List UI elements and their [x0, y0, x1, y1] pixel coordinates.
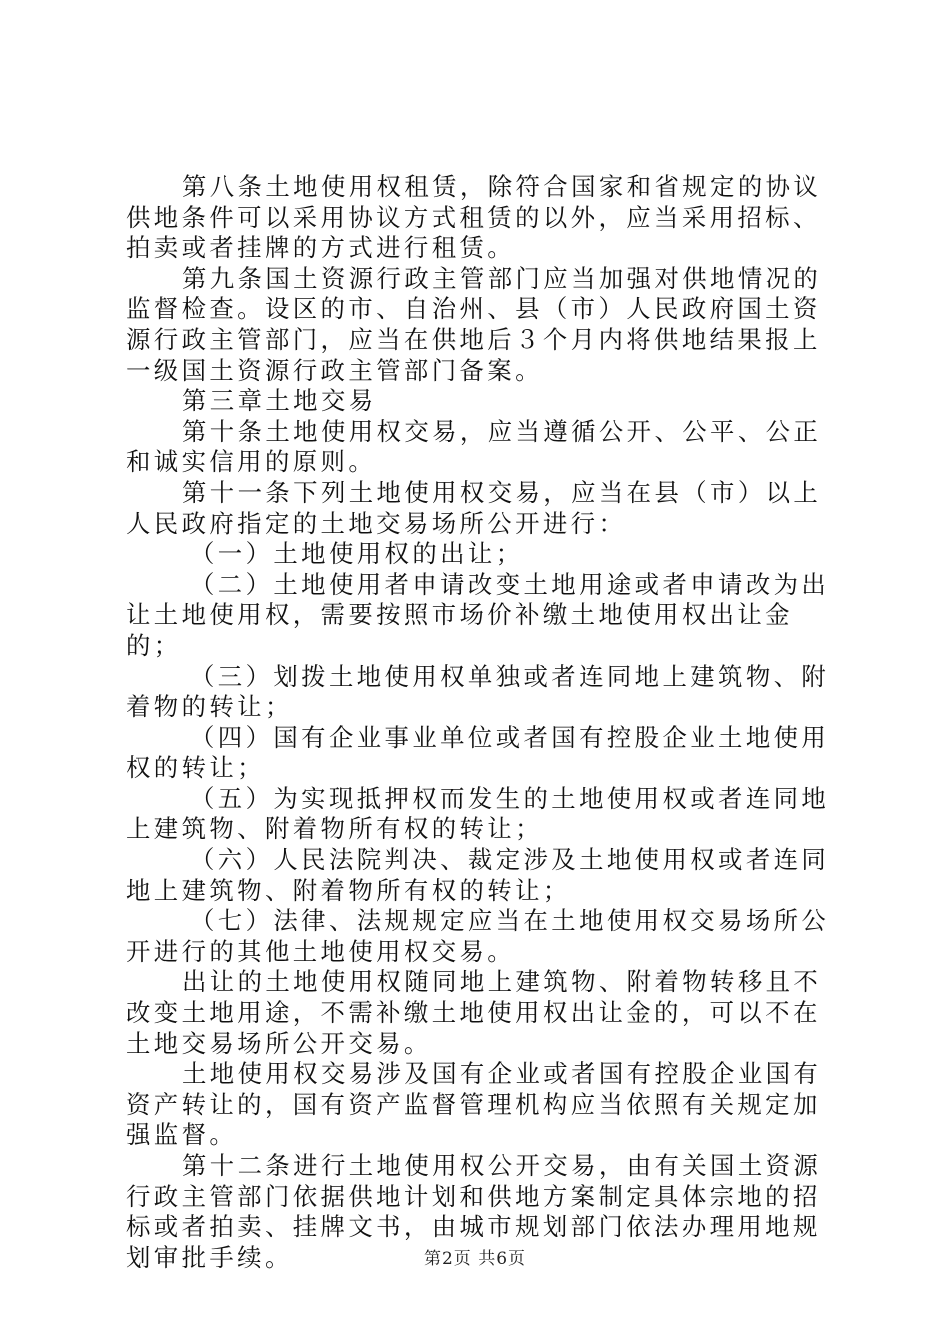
article-11-supervision-paragraph: 土地使用权交易涉及国有企业或者国有控股企业国有资产转让的，国有资产监督管理机构应当依照有关规定加强监督。: [126, 1059, 822, 1150]
article-11-item-1: （一）土地使用权的出让；: [190, 539, 524, 569]
article-11-paragraph: 第十一条下列土地使用权交易，应当在县（市）以上人民政府指定的土地交易场所公开进行：: [126, 477, 822, 538]
article-11-item-6: （六）人民法院判决、裁定涉及土地使用权或者连同地上建筑物、附着物所有权的转让；: [126, 845, 830, 905]
page-number-text: 第2页 共6页: [423, 1249, 527, 1269]
article-11-item-2: （二）土地使用者申请改变土地用途或者申请改为出让土地使用权，需要按照市场价补缴土地使用权出让金的；: [126, 569, 830, 660]
article-11-exception-paragraph: 出让的土地使用权随同地上建筑物、附着物转移且不改变土地用途，不需补缴土地使用权出让金的，可以不在土地交易场所公开交易。: [126, 967, 822, 1058]
article-11-item-5: （五）为实现抵押权而发生的土地使用权或者连同地上建筑物、附着物所有权的转让；: [126, 783, 830, 844]
article-8-paragraph: 第八条土地使用权租赁，除符合国家和省规定的协议供地条件可以采用协议方式租赁的以外，应当采用招标、拍卖或者挂牌的方式进行租赁。: [126, 172, 822, 263]
article-11-item-3: （三）划拨土地使用权单独或者连同地上建筑物、附着物的转让；: [126, 661, 830, 722]
chapter-3-heading: 第三章土地交易: [182, 386, 377, 416]
document-body: [126, 172, 834, 1273]
article-11-item-7: （七）法律、法规规定应当在土地使用权交易场所公开进行的其他土地使用权交易。: [126, 906, 830, 966]
page-footer: [0, 1244, 950, 1269]
article-10-paragraph: 第十条土地使用权交易，应当遵循公开、公平、公正和诚实信用的原则。: [126, 416, 822, 477]
article-12-paragraph: 第十二条进行土地使用权公开交易，由有关国土资源行政主管部门依据供地计划和供地方案制定具体宗地的招标或者拍卖、挂牌文书，由城市规划部门依法办理用地规划审批手续。: [126, 1151, 822, 1272]
article-11-item-4: （四）国有企业事业单位或者国有控股企业土地使用权的转让；: [126, 722, 830, 783]
article-9-paragraph: 第九条国土资源行政主管部门应当加强对供地情况的监督检查。设区的市、自治州、县（市）人民政府国土资源行政主管部门，应当在供地后３个月内将供地结果报上一级国土资源行政主管部门备案。: [126, 263, 822, 385]
